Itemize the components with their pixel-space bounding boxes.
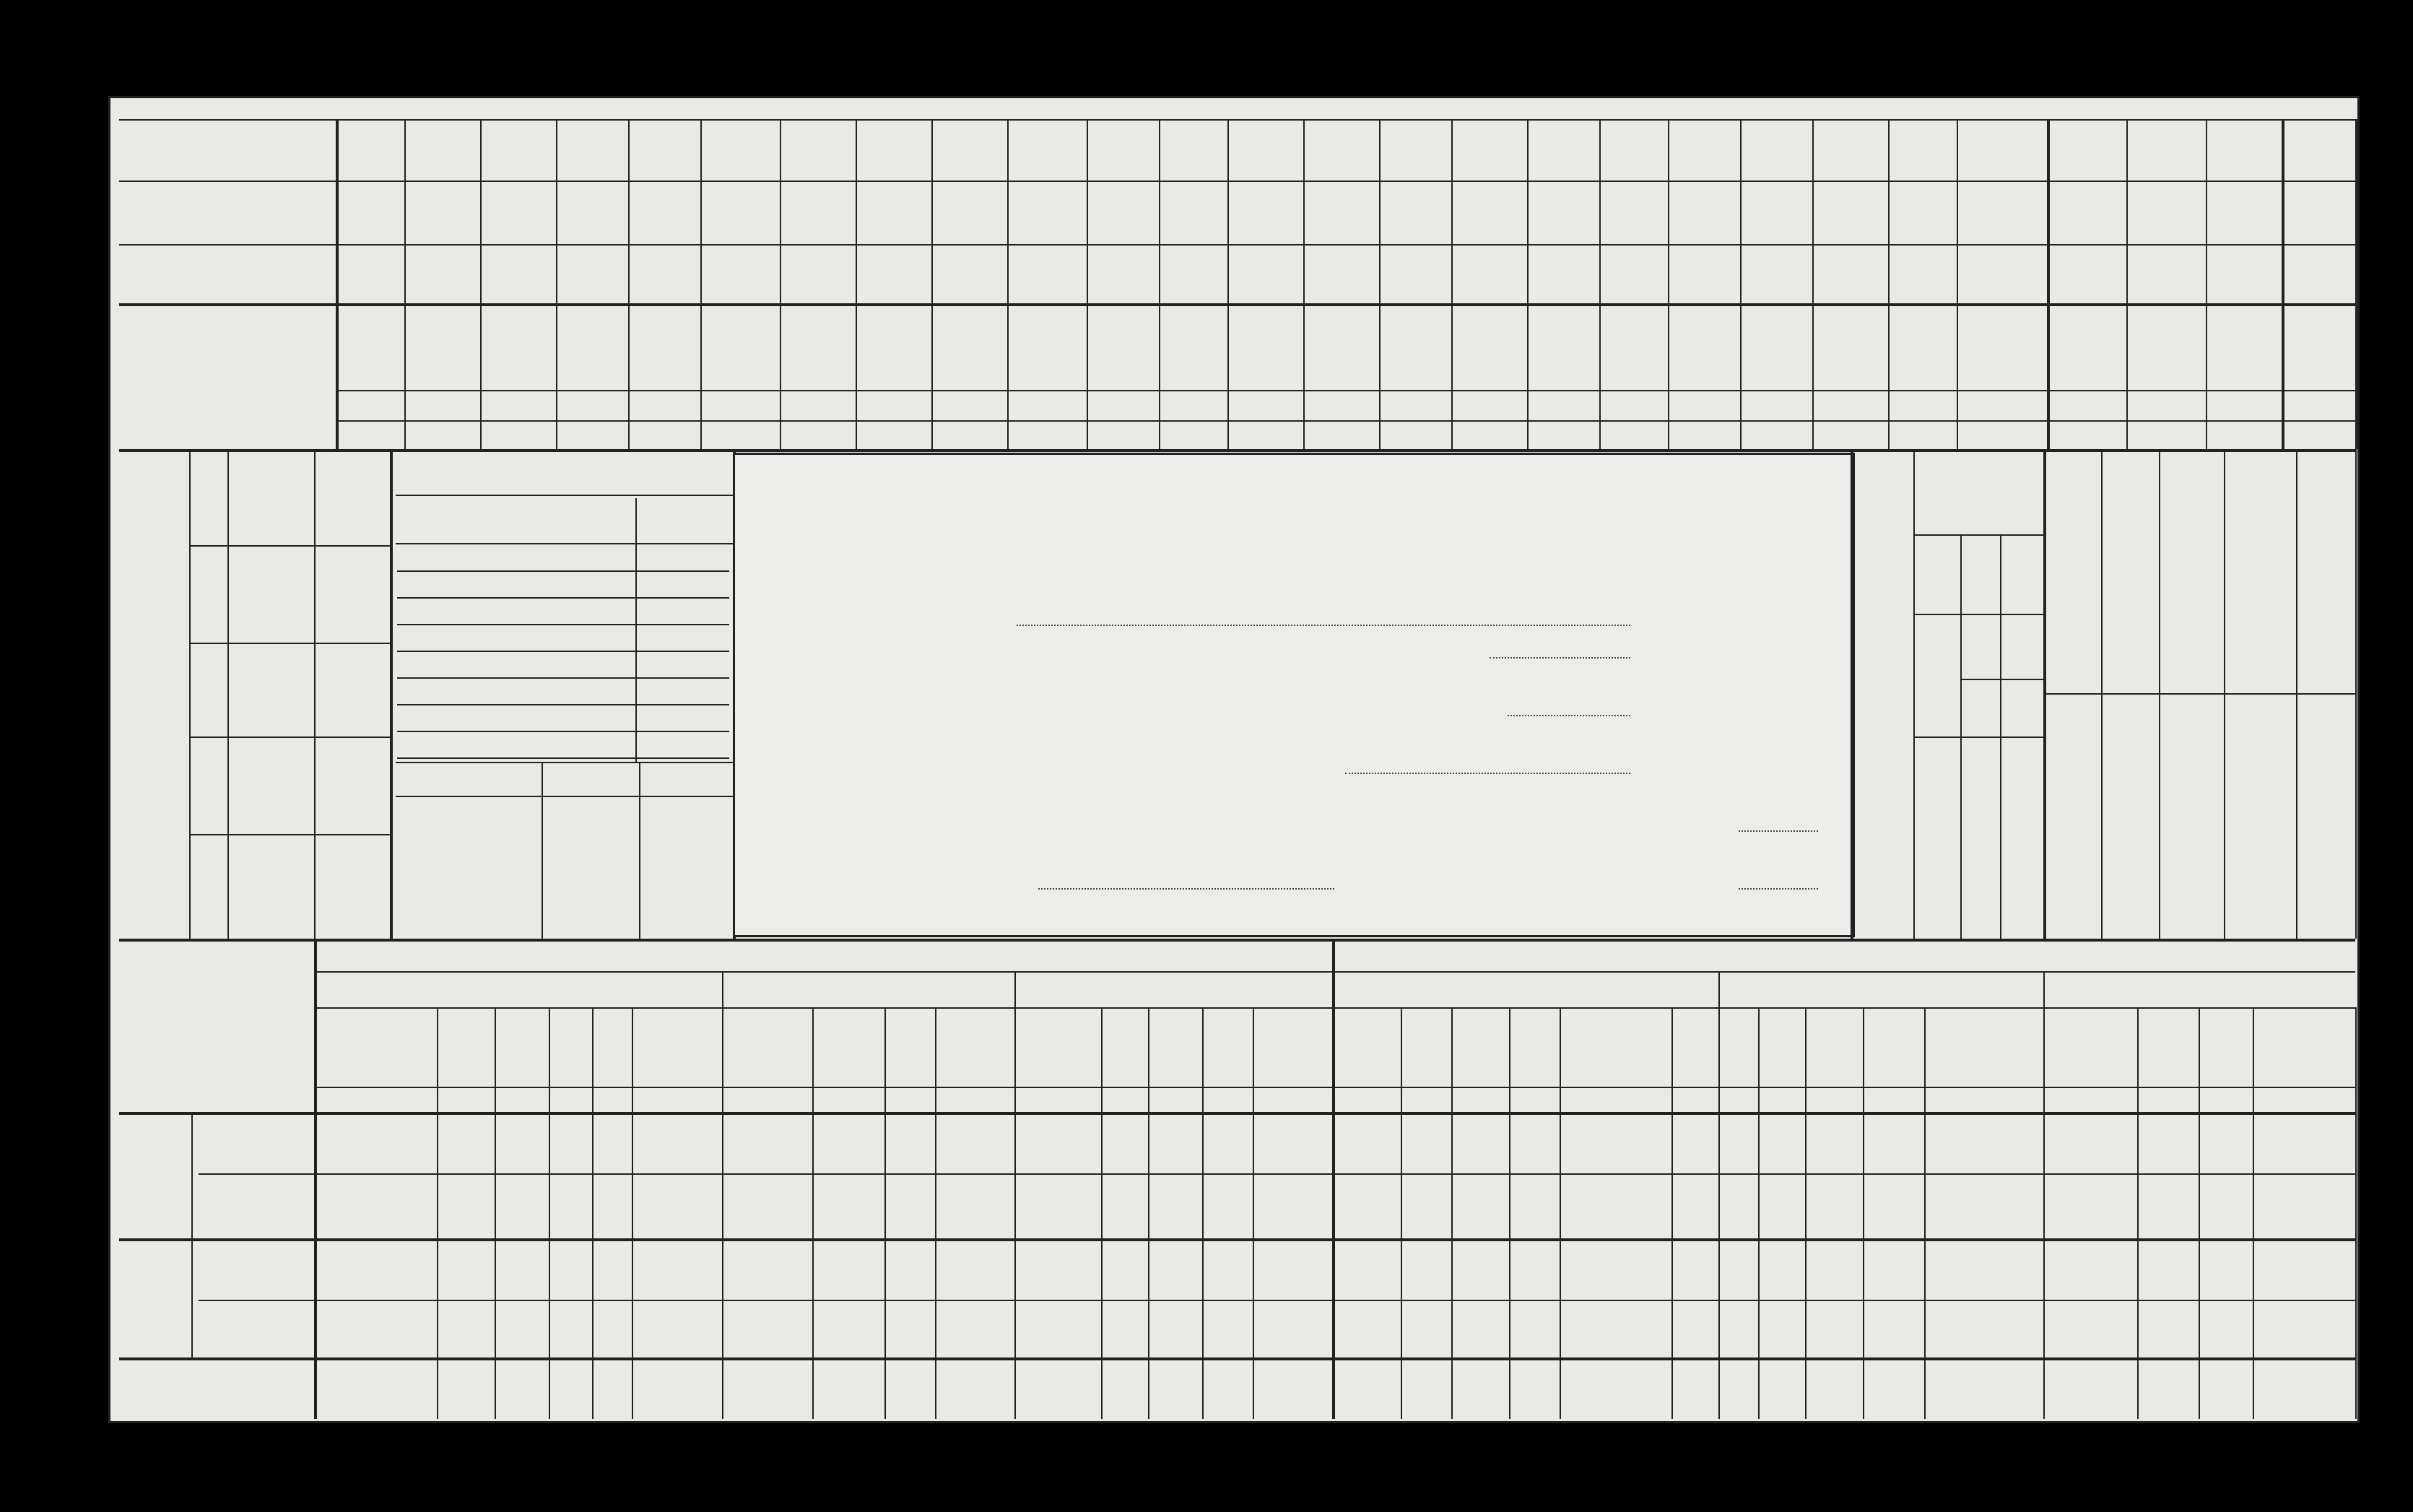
crop-label xyxy=(1671,310,1737,386)
crop-label xyxy=(2050,310,2123,386)
bottom-col-rule xyxy=(632,1007,633,1419)
category-bottom xyxy=(2300,852,2352,931)
bottom-col-rule xyxy=(1758,1007,1760,1419)
bottom-col-label xyxy=(497,1011,547,1083)
worker-num xyxy=(194,848,222,928)
rule-h xyxy=(119,1238,2355,1241)
bottom-col-rule xyxy=(1560,1007,1561,1419)
crop-col-rule xyxy=(780,119,781,449)
bottom-col-label xyxy=(439,1011,492,1083)
bottom-col-rule xyxy=(1253,1007,1254,1419)
rule-v xyxy=(191,1112,193,1357)
rule-h xyxy=(2043,693,2355,695)
bottom-col-rule xyxy=(495,1007,496,1419)
worker-label xyxy=(238,841,303,928)
category-top xyxy=(2162,459,2220,567)
worker-num xyxy=(194,464,222,543)
vne-group xyxy=(124,1242,182,1350)
bottom-col-rule xyxy=(1671,1007,1673,1419)
crop-label xyxy=(1454,310,1524,386)
crop-col-rule xyxy=(1599,119,1601,449)
crop-label xyxy=(1382,310,1448,386)
crop-label xyxy=(483,310,553,386)
fill-line xyxy=(1017,625,1630,626)
crop-col-rule xyxy=(856,119,857,449)
rule-v xyxy=(390,449,393,939)
crop-col-rule xyxy=(1527,119,1529,449)
crop-col-rule xyxy=(628,119,630,449)
rule-v xyxy=(314,449,316,939)
bottom-col-label xyxy=(1511,1011,1557,1083)
bottom-col-rule xyxy=(1101,1007,1103,1419)
women-working xyxy=(1964,617,1996,679)
population-num xyxy=(2004,686,2040,729)
dotted-row xyxy=(397,651,729,652)
rule-h xyxy=(119,119,2355,121)
bottom-col-label xyxy=(814,1011,882,1083)
bottom-col-label xyxy=(1204,1011,1251,1083)
rule-h xyxy=(396,543,733,544)
crop-col-rule xyxy=(1159,119,1160,449)
bottom-col-rule xyxy=(1924,1007,1926,1419)
bottom-col-label xyxy=(1255,1011,1330,1083)
bottom-col-rule xyxy=(1509,1007,1510,1419)
crop-col-rule xyxy=(404,119,406,449)
rule-h xyxy=(119,303,2355,306)
bottom-col-rule xyxy=(2355,1007,2357,1419)
crop-label xyxy=(1743,310,1809,386)
crop-label xyxy=(559,310,625,386)
rule-h xyxy=(119,244,2355,246)
worker-label xyxy=(238,552,303,639)
bottom-col-label xyxy=(1865,1011,1922,1083)
crop-col-rule xyxy=(1957,119,1958,449)
fill-line xyxy=(1739,830,1818,832)
rule-h xyxy=(199,1300,2355,1301)
population-num xyxy=(2004,841,2040,924)
dotted-row xyxy=(397,597,729,599)
crop-label xyxy=(1815,310,1885,386)
rule-h xyxy=(396,796,733,797)
crop-col-rule xyxy=(1379,119,1381,449)
rule-v xyxy=(542,762,543,939)
crop-label xyxy=(1162,310,1225,386)
rule-h xyxy=(199,1173,2355,1175)
fill-line xyxy=(1508,715,1630,716)
crop-col-rule xyxy=(556,119,557,449)
rule-h xyxy=(338,420,2360,422)
crop-col-rule xyxy=(336,119,339,449)
dotted-row xyxy=(397,624,729,625)
crop-col-rule xyxy=(1087,119,1088,449)
rule-h xyxy=(1960,737,2043,738)
category-bottom xyxy=(2162,852,2220,931)
private-farm-box xyxy=(733,453,1855,937)
bottom-col-rule xyxy=(314,1007,316,1419)
crop-col-rule xyxy=(2126,119,2128,449)
category-top xyxy=(2227,459,2292,567)
crop-label xyxy=(1010,310,1084,386)
bottom-col-label xyxy=(937,1011,1012,1083)
crop-col-rule xyxy=(2047,119,2050,449)
population-title xyxy=(1856,462,1910,931)
crop-col-rule xyxy=(1451,119,1453,449)
crop-col-rule xyxy=(1888,119,1890,449)
rule-h xyxy=(338,390,2360,391)
bottom-col-rule xyxy=(2253,1007,2254,1419)
bottom-col-rule xyxy=(592,1007,594,1419)
dotted-row xyxy=(397,704,729,705)
crop-label xyxy=(339,310,401,386)
crop-col-rule xyxy=(1668,119,1669,449)
bottom-col-label xyxy=(1453,1011,1507,1083)
workers-title xyxy=(323,477,381,910)
crop-col-rule xyxy=(480,119,482,449)
rule-h xyxy=(396,762,733,763)
rule-h xyxy=(1960,614,2043,615)
category-top xyxy=(2300,459,2352,567)
bottom-col-rule xyxy=(549,1007,550,1419)
crop-col-rule xyxy=(1740,119,1742,449)
crop-label xyxy=(1602,310,1665,386)
population-num xyxy=(2004,621,2040,672)
bottom-col-rule xyxy=(1332,1007,1334,1419)
rule-v xyxy=(227,449,229,939)
rule-v xyxy=(2355,449,2357,939)
rule-v xyxy=(1851,449,1853,939)
crop-col-rule xyxy=(1007,119,1009,449)
crop-col-rule xyxy=(1227,119,1229,449)
both-total xyxy=(1964,542,1996,610)
category-bottom xyxy=(2047,852,2097,931)
rule-h xyxy=(119,449,2355,452)
crop-col-rule xyxy=(2282,119,2284,449)
dotted-row xyxy=(397,677,729,679)
crop-label xyxy=(1090,310,1156,386)
worker-label xyxy=(238,744,303,830)
bottom-col-rule xyxy=(1202,1007,1204,1419)
bottom-col-label xyxy=(594,1011,630,1083)
population-num xyxy=(2004,542,2040,607)
crop-col-rule xyxy=(700,119,702,449)
crop-label xyxy=(631,310,697,386)
crop-col-rule xyxy=(931,119,933,449)
bottom-col-rule xyxy=(1805,1007,1807,1419)
bottom-col-label xyxy=(1334,1011,1399,1083)
bottom-col-rule xyxy=(812,1007,814,1419)
crop-label xyxy=(703,310,777,386)
fill-line xyxy=(1038,888,1334,890)
category-bottom xyxy=(2227,852,2292,931)
crop-label xyxy=(1891,310,1954,386)
bottom-col-rule xyxy=(2137,1007,2139,1419)
crop-label xyxy=(2284,310,2352,386)
rule-h xyxy=(1960,679,2043,680)
dotted-row xyxy=(397,731,729,732)
bottom-col-label xyxy=(1150,1011,1200,1083)
rule-v xyxy=(1913,449,1915,939)
bottom-col-rule xyxy=(1148,1007,1149,1419)
bottom-col-label xyxy=(1760,1011,1803,1083)
bottom-col-rule xyxy=(1451,1007,1453,1419)
worker-label xyxy=(238,650,303,737)
rule-h xyxy=(189,449,390,451)
men-working xyxy=(1964,744,1996,830)
crop-label xyxy=(858,310,929,386)
crop-col-rule xyxy=(2206,119,2207,449)
population-num xyxy=(2004,744,2040,827)
bottom-col-label xyxy=(887,1011,933,1083)
crop-label xyxy=(407,310,477,386)
rule-h xyxy=(119,1112,2355,1115)
vsego-zemli xyxy=(2310,1329,2350,1415)
bottom-col-rule xyxy=(2043,1007,2045,1419)
bottom-col-rule xyxy=(884,1007,886,1419)
rule-v xyxy=(189,449,191,939)
category-top xyxy=(2047,459,2097,567)
bottom-col-label xyxy=(1403,1011,1449,1083)
crop-label xyxy=(783,310,853,386)
rule-h xyxy=(119,181,2355,182)
bottom-col-rule xyxy=(1014,1007,1016,1419)
crop-label xyxy=(1306,310,1376,386)
nadel-group xyxy=(129,1119,172,1235)
crop-label xyxy=(1530,310,1596,386)
bottom-col-rule xyxy=(935,1007,936,1419)
worker-num xyxy=(194,560,222,639)
worker-label xyxy=(238,456,303,543)
rule-h xyxy=(1960,534,2043,536)
fill-line xyxy=(1345,773,1630,774)
rule-h xyxy=(119,1357,2355,1360)
bottom-col-label xyxy=(1103,1011,1146,1083)
dotted-row xyxy=(397,757,729,759)
category-top xyxy=(2105,459,2155,567)
women-total xyxy=(1964,686,1996,733)
rule-h xyxy=(396,495,733,496)
dotted-row xyxy=(397,570,729,572)
bottom-col-label xyxy=(551,1011,590,1083)
worker-num xyxy=(194,751,222,830)
bottom-col-rule xyxy=(1863,1007,1864,1419)
fill-line xyxy=(1490,657,1630,659)
rule-v xyxy=(1718,971,1720,1419)
crop-label xyxy=(2209,310,2279,386)
crop-label xyxy=(934,310,1004,386)
men-total xyxy=(1964,841,1996,928)
men-label xyxy=(1917,744,1957,931)
bottom-col-rule xyxy=(722,1007,723,1419)
category-bottom xyxy=(2105,852,2155,931)
bottom-col-label xyxy=(1807,1011,1861,1083)
crop-label xyxy=(1230,310,1300,386)
bottom-col-rule xyxy=(1401,1007,1402,1419)
women-label xyxy=(1917,621,1957,733)
crop-col-rule xyxy=(2355,119,2358,449)
rule-h xyxy=(119,939,2355,942)
crop-label xyxy=(2129,310,2203,386)
crop-col-rule xyxy=(1303,119,1305,449)
fill-line xyxy=(1739,888,1818,890)
bottom-col-rule xyxy=(2199,1007,2200,1419)
crop-col-rule xyxy=(1812,119,1814,449)
rule-v xyxy=(639,762,640,939)
worker-num xyxy=(194,657,222,737)
bottom-col-rule xyxy=(437,1007,438,1419)
rule-v xyxy=(635,498,637,762)
crop-label xyxy=(1960,310,2044,386)
